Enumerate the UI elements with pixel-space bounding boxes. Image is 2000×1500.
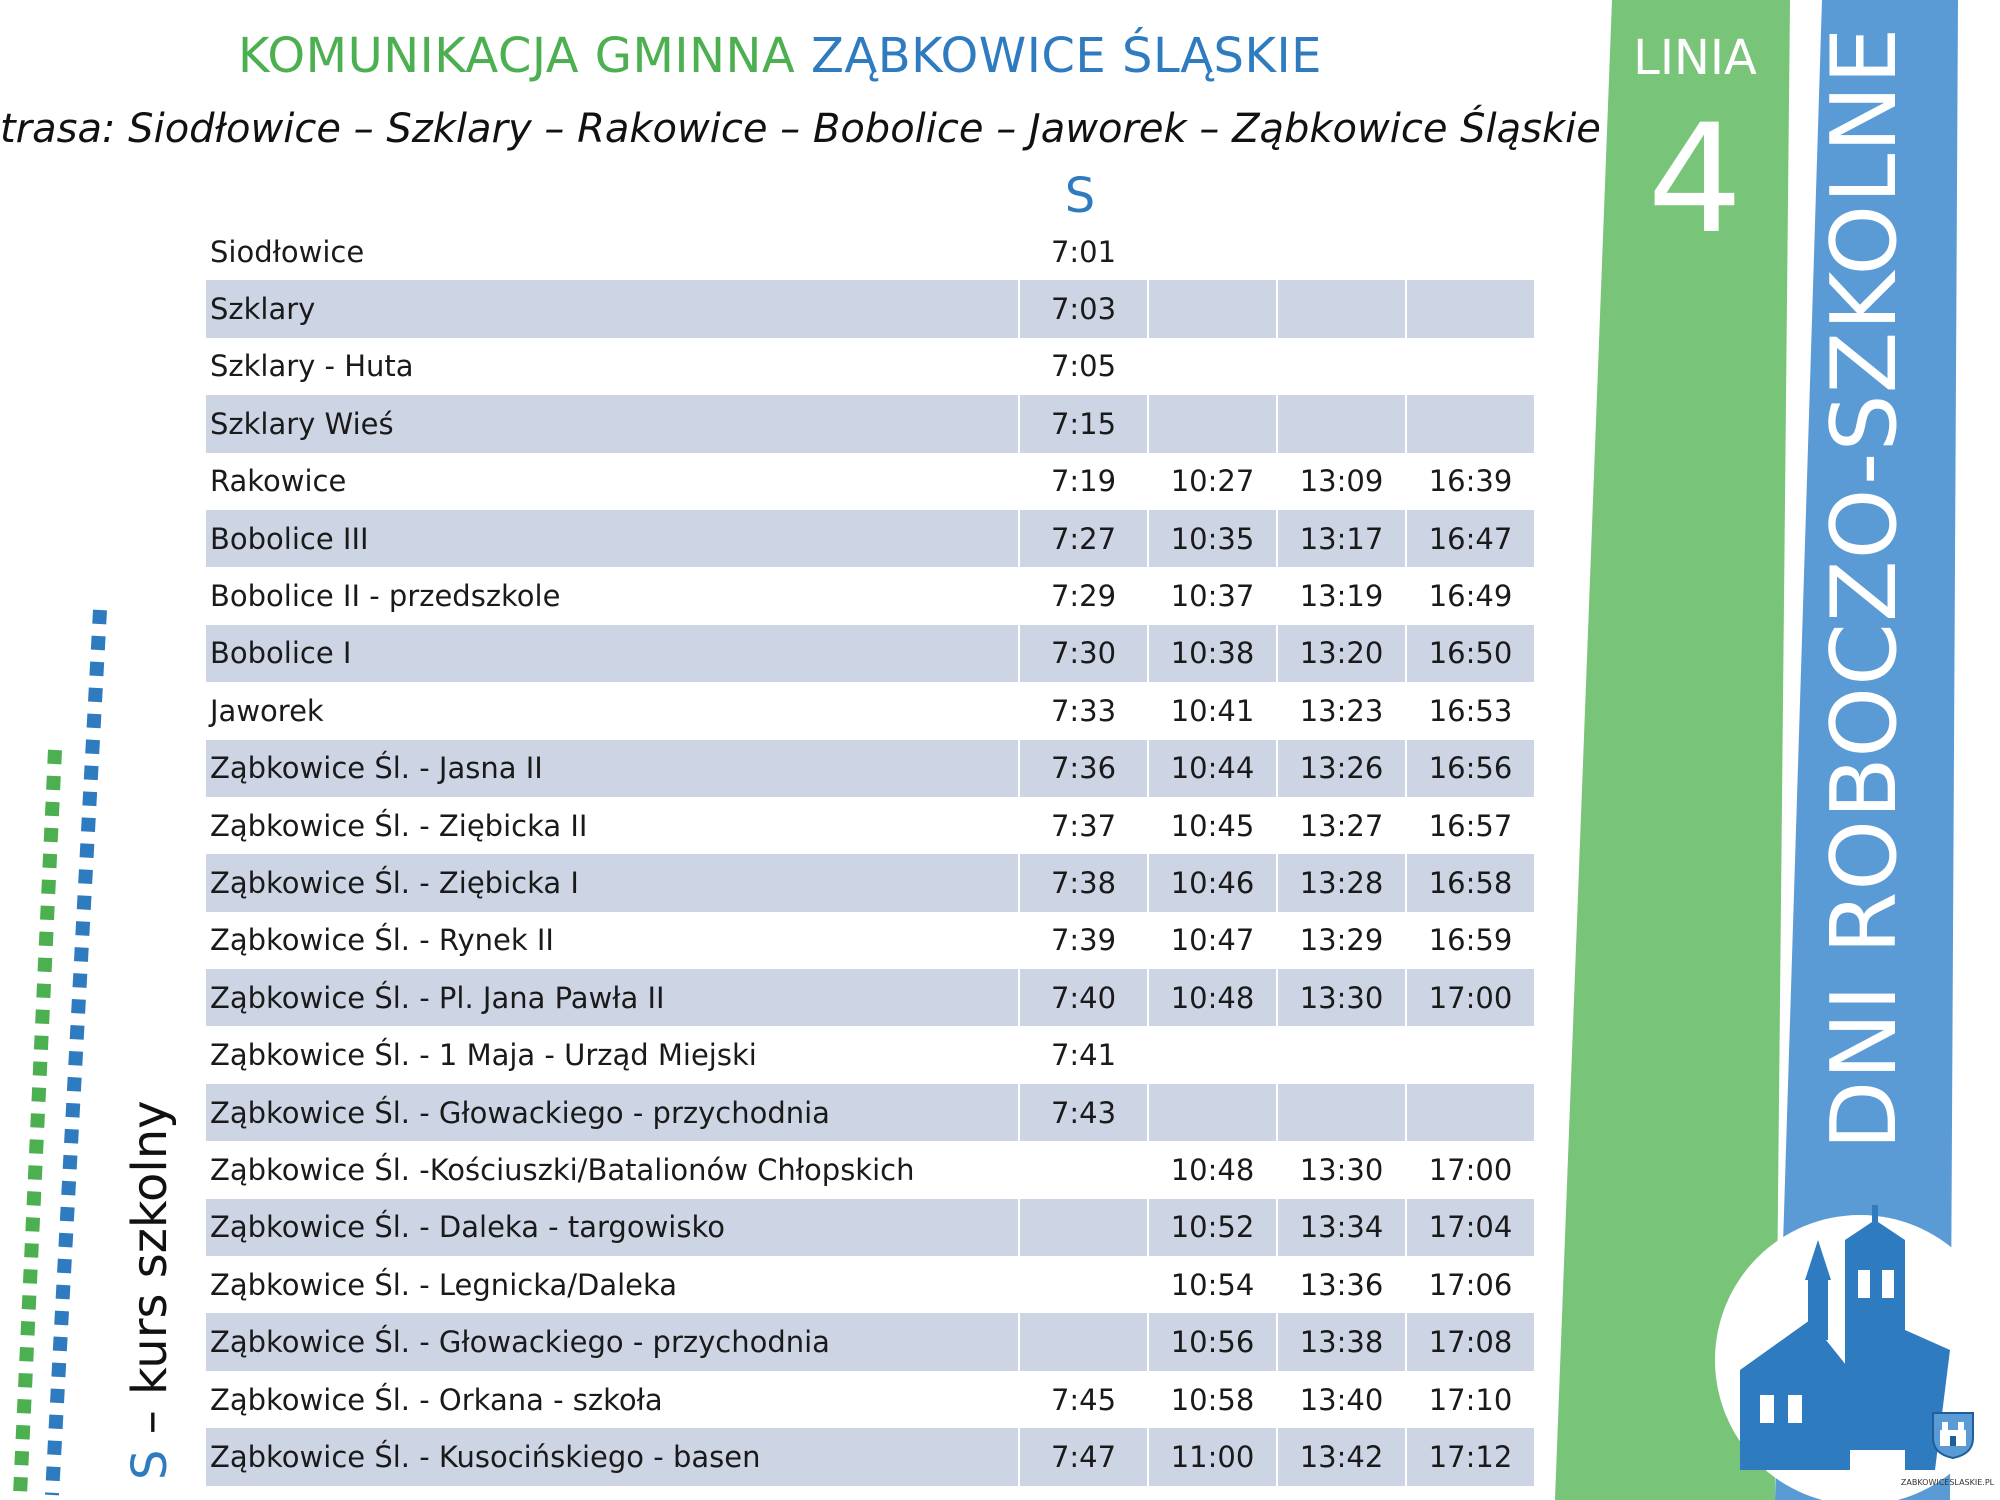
departure-time: 16:49 xyxy=(1406,567,1534,624)
departure-time: 7:05 xyxy=(1019,338,1148,395)
departure-time: 17:06 xyxy=(1406,1256,1534,1313)
departure-time: 7:38 xyxy=(1019,854,1148,911)
stop-name: Ząbkowice Śl. - Kusocińskiego - basen xyxy=(206,1428,1019,1485)
departure-time: 13:34 xyxy=(1277,1199,1406,1256)
legend-symbol: S xyxy=(122,1449,178,1480)
departure-time: 7:01 xyxy=(1019,223,1148,280)
stop-name: Ząbkowice Śl. - Rynek II xyxy=(210,923,554,958)
departure-time: 10:37 xyxy=(1148,567,1277,624)
departure-time: 13:27 xyxy=(1277,797,1406,854)
departure-time: 7:15 xyxy=(1019,395,1148,452)
departure-time: 13:42 xyxy=(1277,1428,1406,1485)
departure-time: 7:27 xyxy=(1019,510,1148,567)
stop-name: Ząbkowice Śl. - Jasna II xyxy=(206,740,1019,797)
departure-time: 13:30 xyxy=(1277,969,1406,1026)
departure-time: 10:27 xyxy=(1148,453,1277,510)
departure-time: 7:29 xyxy=(1019,567,1148,624)
departure-time: 7:41 xyxy=(1019,1026,1148,1083)
departure-time: 10:46 xyxy=(1148,854,1277,911)
departure-time: 7:39 xyxy=(1019,912,1148,969)
stop-name: Szklary - Huta xyxy=(210,349,414,384)
title-part-blue: ZĄBKOWICE ŚLĄSKIE xyxy=(810,28,1322,84)
departure-time: 10:54 xyxy=(1148,1256,1277,1313)
departure-time: 7:47 xyxy=(1019,1428,1148,1485)
departure-time: 7:40 xyxy=(1019,969,1148,1026)
departure-time: 13:36 xyxy=(1277,1256,1406,1313)
stop-name: Bobolice I xyxy=(206,625,1019,682)
title-part-green: KOMUNIKACJA GMINNA xyxy=(238,28,796,84)
departure-time: 7:03 xyxy=(1019,280,1148,337)
departure-time: 13:23 xyxy=(1277,682,1406,739)
departure-time: 17:04 xyxy=(1406,1199,1534,1256)
stop-name: Szklary Wieś xyxy=(206,395,1019,452)
stop-name: Jaworek xyxy=(210,693,324,728)
coat-of-arms-icon xyxy=(1930,1410,1976,1460)
legend xyxy=(115,1060,185,1480)
departure-time: 10:58 xyxy=(1148,1371,1277,1428)
departure-time: 7:33 xyxy=(1019,682,1148,739)
stop-name: Siodłowice xyxy=(210,234,365,269)
school-course-column-marker: S xyxy=(1064,168,1096,224)
departure-time: 13:40 xyxy=(1277,1371,1406,1428)
departure-time: 17:00 xyxy=(1406,969,1534,1026)
departure-time: 7:43 xyxy=(1019,1084,1148,1141)
departure-time: 11:00 xyxy=(1148,1428,1277,1485)
departure-time: 10:35 xyxy=(1148,510,1277,567)
departure-time: 17:00 xyxy=(1406,1141,1534,1198)
departure-time: 13:29 xyxy=(1277,912,1406,969)
departure-time: 10:56 xyxy=(1148,1313,1277,1370)
stop-name: Rakowice xyxy=(210,464,347,499)
departure-time: 16:39 xyxy=(1406,453,1534,510)
stop-name: Ząbkowice Śl. - Głowackiego - przychodnia xyxy=(206,1084,1019,1141)
stop-name: Ząbkowice Śl. - 1 Maja - Urząd Miejski xyxy=(210,1038,757,1073)
departure-time: 17:08 xyxy=(1406,1313,1534,1370)
departure-time: 7:30 xyxy=(1019,625,1148,682)
departure-time: 17:12 xyxy=(1406,1428,1534,1485)
departure-time: 7:19 xyxy=(1019,453,1148,510)
departure-time: 10:44 xyxy=(1148,740,1277,797)
stop-name: Ząbkowice Śl. - Pl. Jana Pawła II xyxy=(206,969,1019,1026)
stop-name: Bobolice III xyxy=(206,510,1019,567)
stop-name: Ząbkowice Śl. - Daleka - targowisko xyxy=(206,1199,1019,1256)
stop-name: Ząbkowice Śl. -Kościuszki/Batalionów Chłopskich xyxy=(210,1152,915,1187)
logo-caption: ZABKOWICESLASKIE.PL xyxy=(1900,1478,1995,1487)
route-description: trasa: Siodłowice – Szklary – Rakowice – Bobolice – Jaworek – Ząbkowice Śląskie xyxy=(0,106,1601,152)
dotted-lines-decoration xyxy=(0,600,120,1500)
departure-time: 10:47 xyxy=(1148,912,1277,969)
departure-time: 16:58 xyxy=(1406,854,1534,911)
stop-name: Ząbkowice Śl. - Ziębicka I xyxy=(206,854,1019,911)
departure-time: 13:09 xyxy=(1277,453,1406,510)
line-label: LINIA xyxy=(1633,30,1757,86)
stop-name: Ząbkowice Śl. - Głowackiego - przychodnia xyxy=(206,1313,1019,1370)
departure-time: 10:48 xyxy=(1148,1141,1277,1198)
departure-time: 13:17 xyxy=(1277,510,1406,567)
departure-time: 13:20 xyxy=(1277,625,1406,682)
departure-time: 16:57 xyxy=(1406,797,1534,854)
line-number: 4 xyxy=(1647,93,1743,267)
departure-time: 17:10 xyxy=(1406,1371,1534,1428)
stop-name: Szklary xyxy=(206,280,1019,337)
schedule-type-label: DNI ROBOCZO-SZKOLNE xyxy=(1812,26,1917,1150)
departure-time: 7:45 xyxy=(1019,1371,1148,1428)
departure-time: 16:53 xyxy=(1406,682,1534,739)
departure-time: 10:45 xyxy=(1148,797,1277,854)
departure-time: 10:52 xyxy=(1148,1199,1277,1256)
departure-time: 13:19 xyxy=(1277,567,1406,624)
departure-time: 13:38 xyxy=(1277,1313,1406,1370)
legend-text: – kurs szkolny xyxy=(122,1100,178,1450)
stop-name: Ząbkowice Śl. - Ziębicka II xyxy=(210,808,588,843)
departure-time: 16:59 xyxy=(1406,912,1534,969)
stop-name: Ząbkowice Śl. - Orkana - szkoła xyxy=(210,1382,663,1417)
departure-time: 13:30 xyxy=(1277,1141,1406,1198)
departure-time: 7:36 xyxy=(1019,740,1148,797)
stop-name: Bobolice II - przedszkole xyxy=(210,579,561,614)
departure-time: 13:26 xyxy=(1277,740,1406,797)
departure-time: 16:47 xyxy=(1406,510,1534,567)
departure-time: 10:41 xyxy=(1148,682,1277,739)
departure-time: 10:48 xyxy=(1148,969,1277,1026)
departure-time: 16:50 xyxy=(1406,625,1534,682)
departure-time: 13:28 xyxy=(1277,854,1406,911)
departure-time: 7:37 xyxy=(1019,797,1148,854)
departure-time: 16:56 xyxy=(1406,740,1534,797)
stop-name: Ząbkowice Śl. - Legnicka/Daleka xyxy=(210,1267,678,1302)
departure-time: 10:38 xyxy=(1148,625,1277,682)
